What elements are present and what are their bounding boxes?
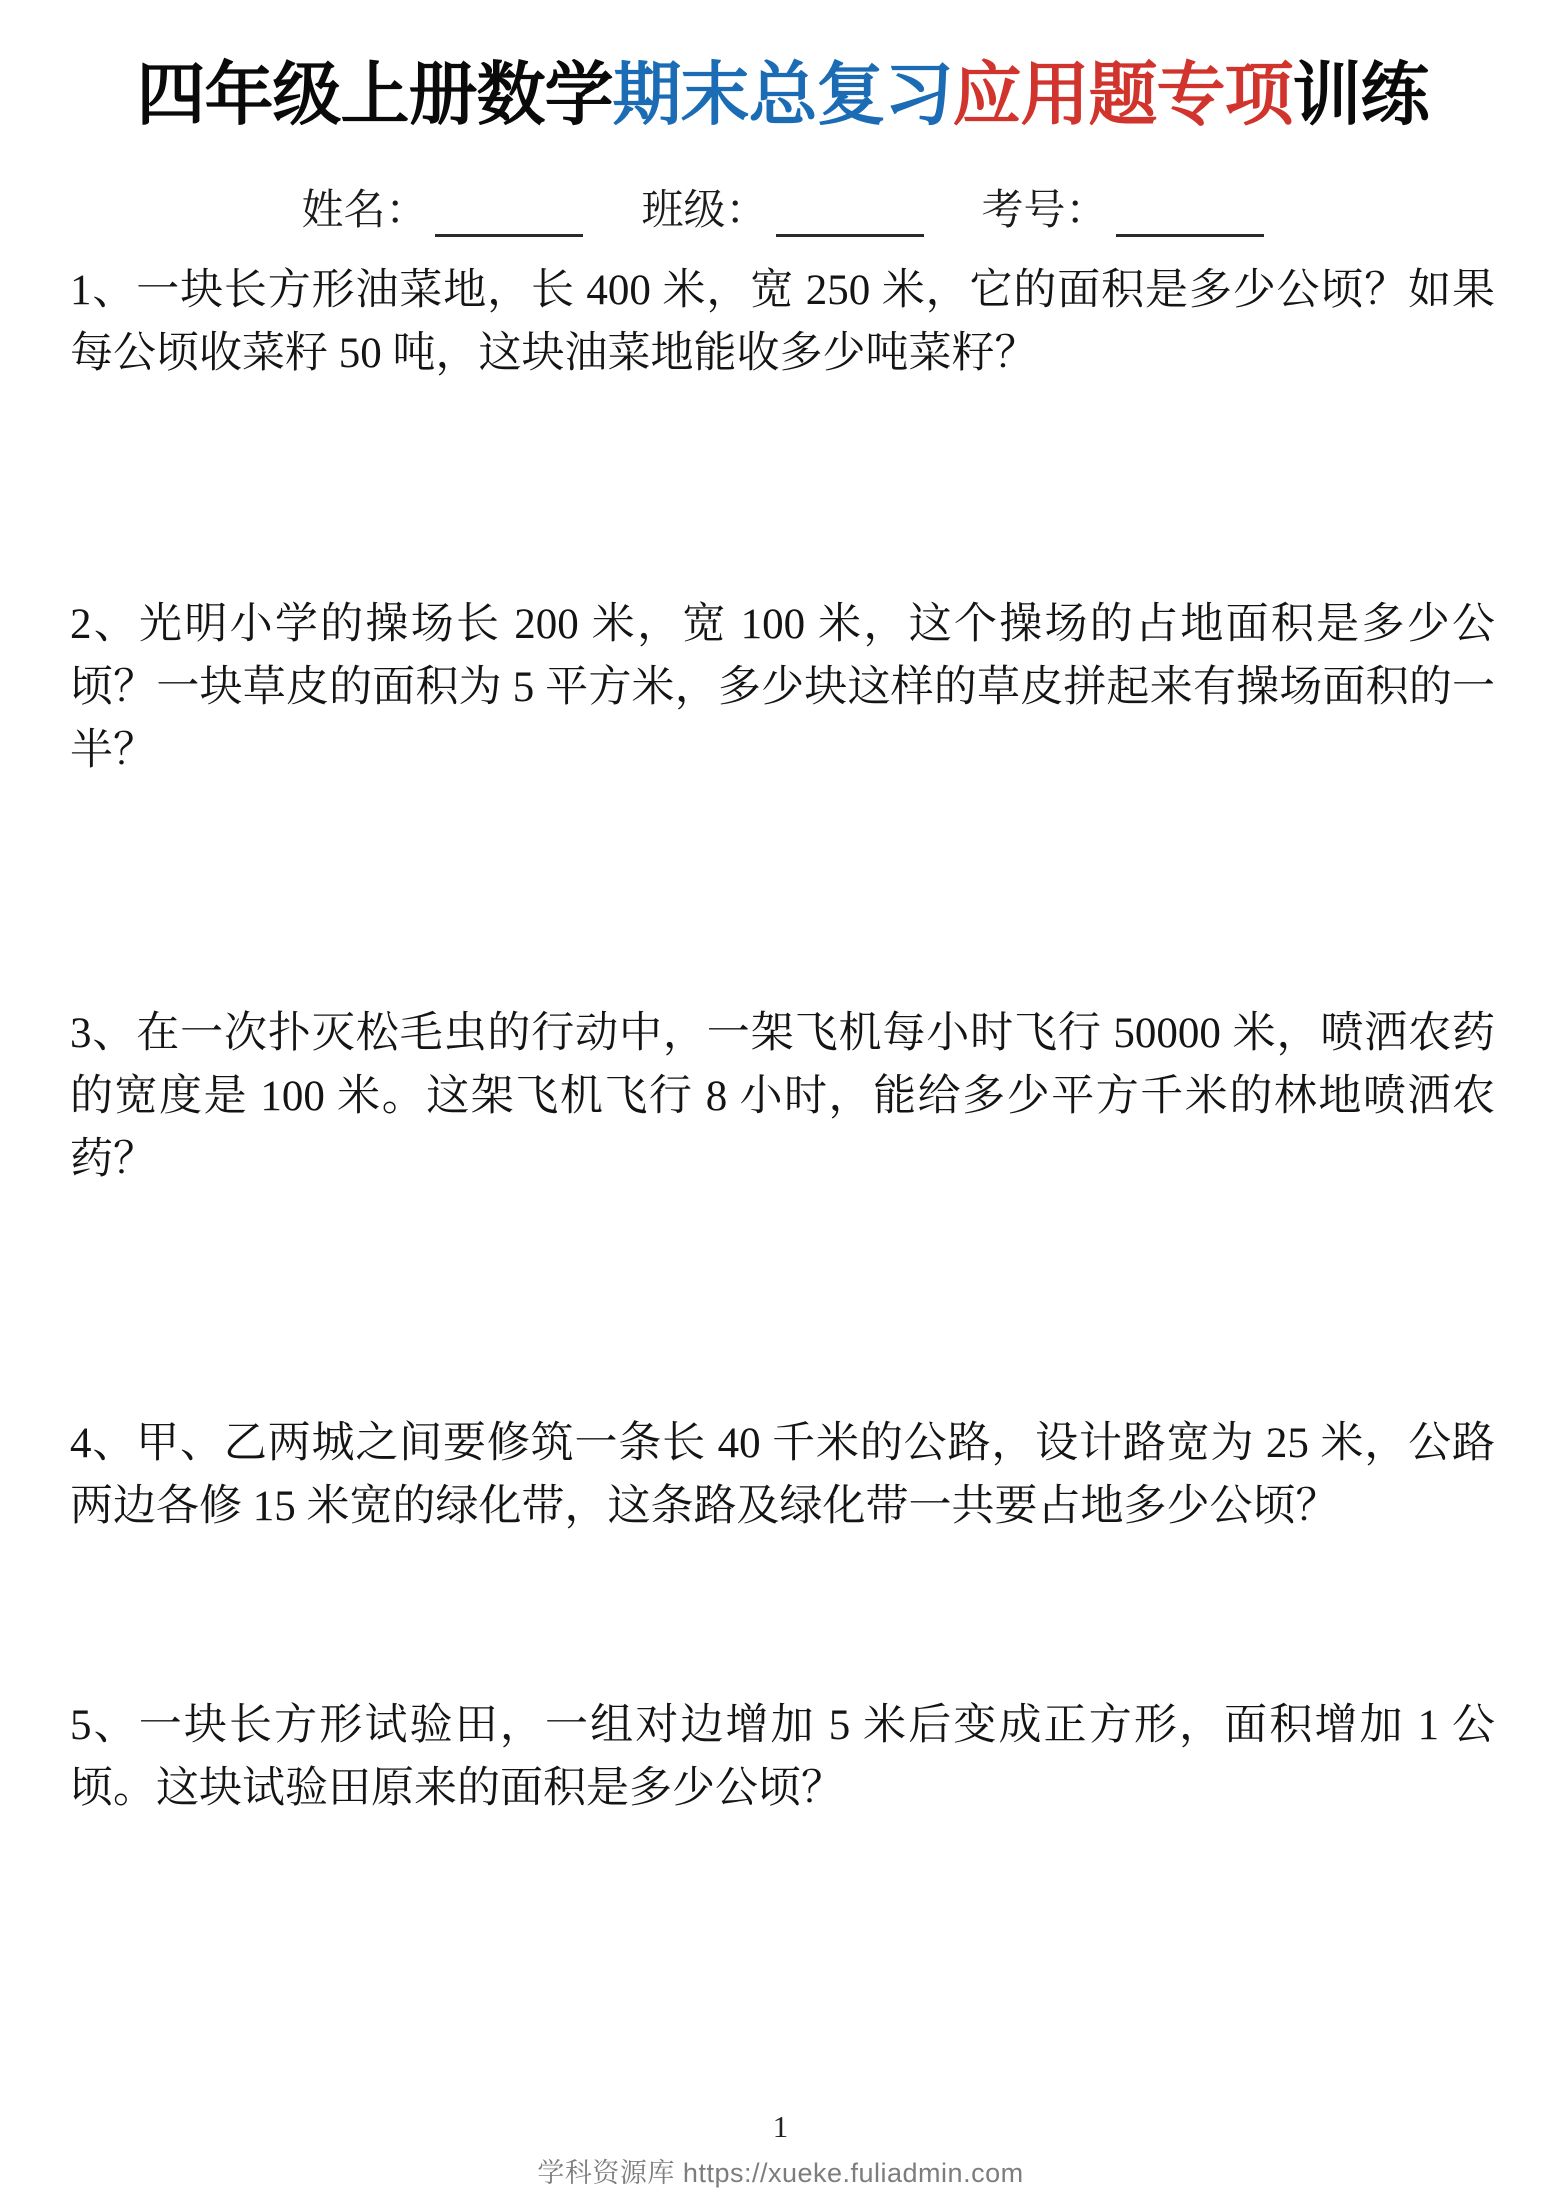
- exam-no-field: [982, 177, 1264, 237]
- problem-5: 5、一块长方形试验田，一组对边增加 5 米后变成正方形，面积增加 1 公顷。这块试验田原来的面积是多少公顷？: [70, 1701, 1495, 1812]
- name-label: 姓名：: [301, 187, 428, 234]
- title-part-review: 期末总复习: [612, 56, 953, 133]
- page-number: 1: [772, 2109, 789, 2144]
- name-field: [301, 177, 583, 237]
- problem-2: 2、光明小学的操场长 200 米，宽 100 米，这个操场的占地面积是多少公顷？一块草皮的面积为 5 平方米，多少块这样的草皮拼起来有操场面积的一半？: [70, 600, 1495, 774]
- title-part-training: 训练: [1292, 56, 1429, 133]
- problem-1: 1、一块长方形油菜地，长 400 米，宽 250 米，它的面积是多少公顷？如果每公顷收菜籽 50 吨，这块油菜地能收多少吨菜籽？: [70, 266, 1495, 377]
- page-footer: [0, 2109, 1561, 2190]
- name-blank: [435, 190, 583, 237]
- exam-no-label: 考号：: [981, 187, 1108, 234]
- class-field: [641, 177, 923, 237]
- student-info-row: [70, 177, 1495, 237]
- exam-no-blank: [1116, 190, 1264, 237]
- class-label: 班级：: [641, 187, 768, 234]
- title-part-grade: 四年级上册数学: [136, 56, 613, 133]
- class-blank: [776, 190, 924, 237]
- problem-4: 4、甲、乙两城之间要修筑一条长 40 千米的公路，设计路宽为 25 米，公路两边各修 15 米宽的绿化带，这条路及绿化带一共要占地多少公顷？: [70, 1419, 1495, 1530]
- title-part-topic: 应用题专项: [952, 56, 1293, 133]
- page-title: [70, 58, 1495, 133]
- watermark: 学科资源库 https://xueke.fuliadmin.com: [537, 2158, 1024, 2188]
- problem-3: 3、在一次扑灭松毛虫的行动中，一架飞机每小时飞行 50000 米，喷洒农药的宽度是 100 米。这架飞机飞行 8 小时，能给多少平方千米的林地喷洒农药？: [70, 1009, 1495, 1183]
